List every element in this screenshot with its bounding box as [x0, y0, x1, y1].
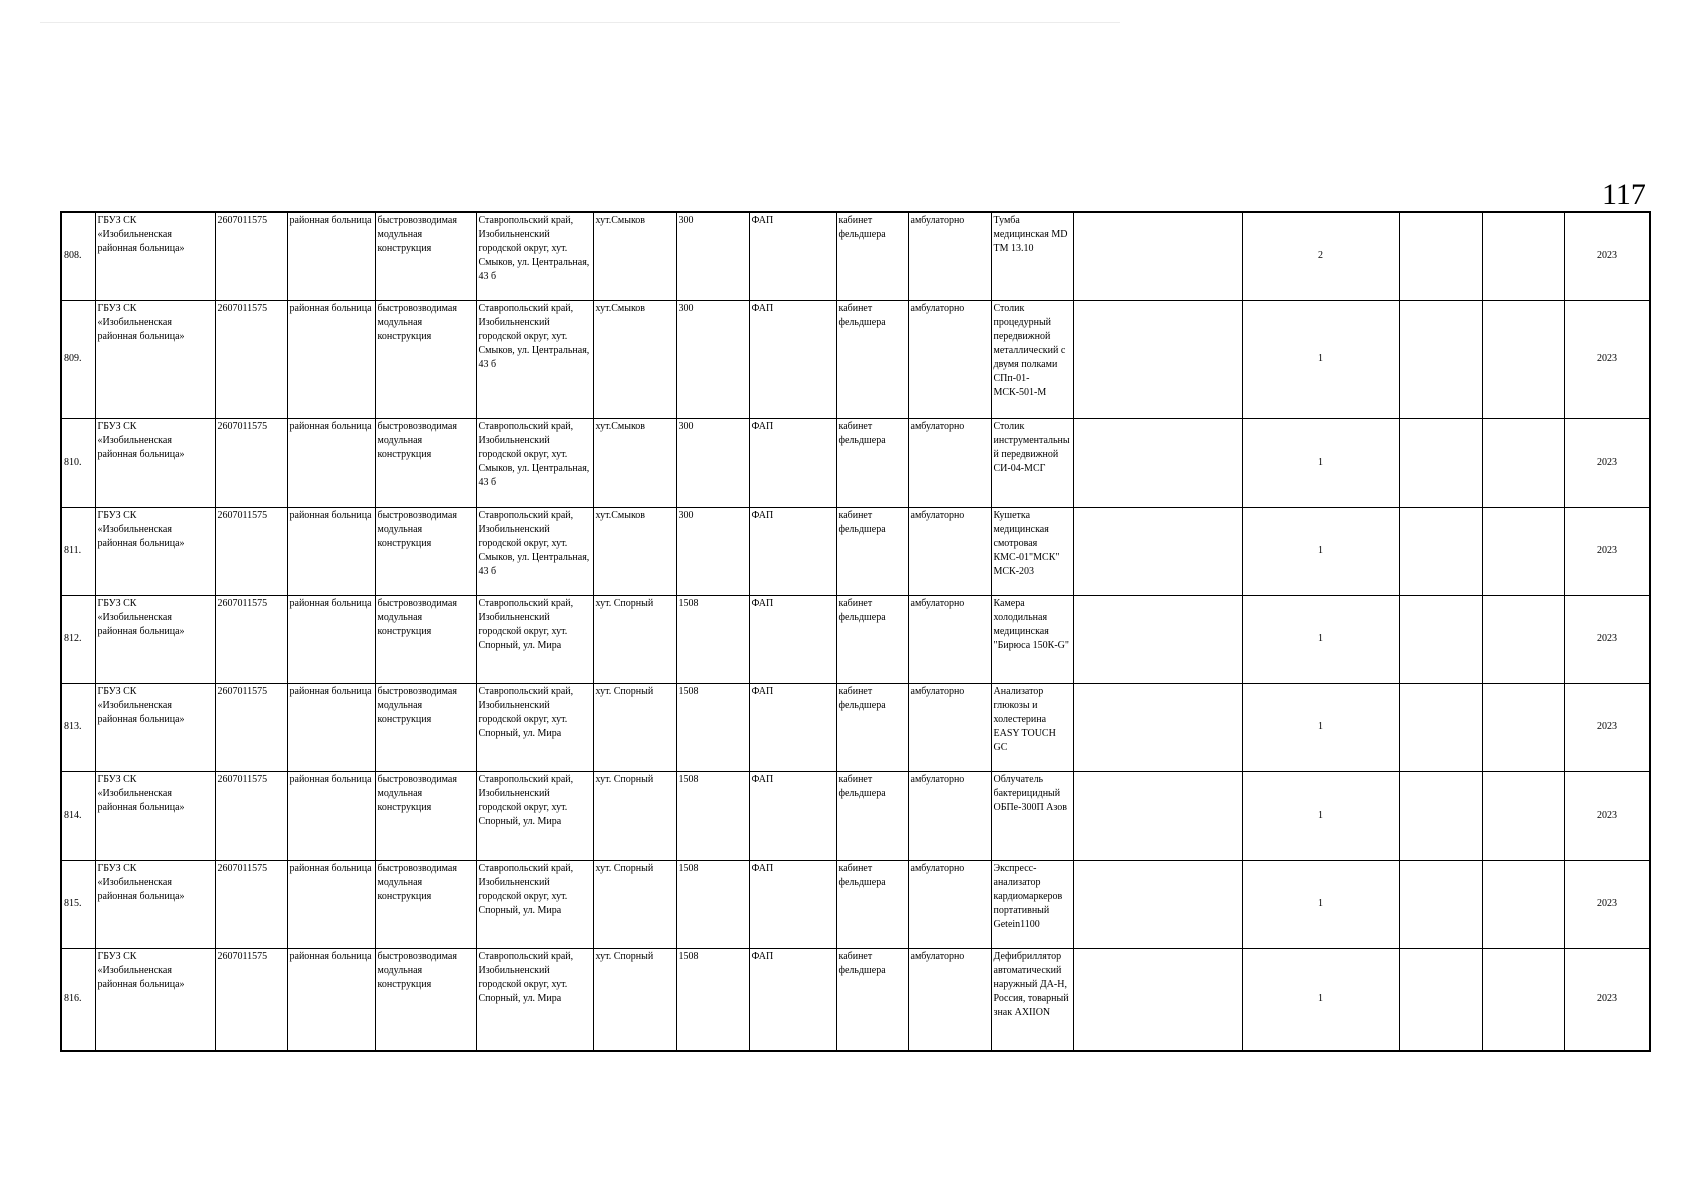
row-number: 815.: [61, 860, 95, 948]
facility-cell: ФАП: [749, 860, 836, 948]
quantity-cell: 1: [1242, 948, 1399, 1051]
empty-cell: [1073, 771, 1242, 860]
empty-cell: [1482, 595, 1564, 683]
equipment-cell: Камера холодильная медицинская "Бирюса 150К-G": [991, 595, 1073, 683]
inn-cell: 2607011575: [215, 507, 287, 595]
construction-cell: быстровозводимая модульная конструкция: [375, 300, 476, 418]
equipment-cell: Дефибриллятор автоматический наружный ДА-Н, Россия, товарный знак AXIION: [991, 948, 1073, 1051]
facility-type-cell: районная больница: [287, 771, 375, 860]
construction-cell: быстровозводимая модульная конструкция: [375, 212, 476, 300]
empty-cell: [1399, 300, 1482, 418]
facility-cell: ФАП: [749, 300, 836, 418]
population-cell: 1508: [676, 683, 749, 771]
room-cell: кабинет фельдшера: [836, 860, 908, 948]
care-type-cell: амбулаторно: [908, 683, 991, 771]
room-cell: кабинет фельдшера: [836, 595, 908, 683]
empty-cell: [1073, 595, 1242, 683]
settlement-cell: хут. Спорный: [593, 595, 676, 683]
facility-cell: ФАП: [749, 683, 836, 771]
settlement-cell: хут.Смыков: [593, 507, 676, 595]
equipment-cell: Кушетка медицинская смотровая КМС-01"МСК" МСК-203: [991, 507, 1073, 595]
table-row: [61, 595, 1650, 683]
address-cell: Ставропольский край, Изобильненский городской округ, хут. Спорный, ул. Мира: [476, 595, 593, 683]
room-cell: кабинет фельдшера: [836, 683, 908, 771]
address-cell: Ставропольский край, Изобильненский городской округ, хут. Смыков, ул. Центральная, 43 б: [476, 507, 593, 595]
facility-type-cell: районная больница: [287, 860, 375, 948]
room-cell: кабинет фельдшера: [836, 300, 908, 418]
table-row: [61, 418, 1650, 507]
care-type-cell: амбулаторно: [908, 212, 991, 300]
row-number: 813.: [61, 683, 95, 771]
care-type-cell: амбулаторно: [908, 771, 991, 860]
quantity-cell: 1: [1242, 595, 1399, 683]
inn-cell: 2607011575: [215, 595, 287, 683]
facility-type-cell: районная больница: [287, 212, 375, 300]
organization-cell: ГБУЗ СК «Изобильненская районная больница»: [95, 948, 215, 1051]
room-cell: кабинет фельдшера: [836, 212, 908, 300]
year-cell: 2023: [1564, 300, 1650, 418]
empty-cell: [1482, 300, 1564, 418]
organization-cell: ГБУЗ СК «Изобильненская районная больница»: [95, 771, 215, 860]
construction-cell: быстровозводимая модульная конструкция: [375, 771, 476, 860]
scan-noise-top: [40, 22, 1120, 23]
empty-cell: [1482, 418, 1564, 507]
equipment-cell: Облучатель бактерицидный ОБПе-300П Азов: [991, 771, 1073, 860]
facility-type-cell: районная больница: [287, 683, 375, 771]
facility-cell: ФАП: [749, 595, 836, 683]
organization-cell: ГБУЗ СК «Изобильненская районная больница»: [95, 418, 215, 507]
empty-cell: [1073, 300, 1242, 418]
care-type-cell: амбулаторно: [908, 418, 991, 507]
construction-cell: быстровозводимая модульная конструкция: [375, 507, 476, 595]
quantity-cell: 1: [1242, 507, 1399, 595]
settlement-cell: хут.Смыков: [593, 212, 676, 300]
population-cell: 300: [676, 418, 749, 507]
row-number: 811.: [61, 507, 95, 595]
registry-rows: [61, 212, 1650, 1051]
equipment-cell: Столик процедурный передвижной металлический с двумя полками СПп-01-МСК-501-М: [991, 300, 1073, 418]
year-cell: 2023: [1564, 860, 1650, 948]
empty-cell: [1073, 683, 1242, 771]
table-row: [61, 860, 1650, 948]
address-cell: Ставропольский край, Изобильненский городской округ, хут. Спорный, ул. Мира: [476, 948, 593, 1051]
room-cell: кабинет фельдшера: [836, 507, 908, 595]
inn-cell: 2607011575: [215, 300, 287, 418]
equipment-cell: Экспресс-анализатор кардиомаркеров портативный Getein1100: [991, 860, 1073, 948]
table-row: [61, 300, 1650, 418]
facility-type-cell: районная больница: [287, 948, 375, 1051]
room-cell: кабинет фельдшера: [836, 948, 908, 1051]
care-type-cell: амбулаторно: [908, 507, 991, 595]
empty-cell: [1073, 948, 1242, 1051]
empty-cell: [1482, 507, 1564, 595]
care-type-cell: амбулаторно: [908, 948, 991, 1051]
empty-cell: [1482, 860, 1564, 948]
row-number: 810.: [61, 418, 95, 507]
empty-cell: [1482, 948, 1564, 1051]
facility-type-cell: районная больница: [287, 300, 375, 418]
construction-cell: быстровозводимая модульная конструкция: [375, 860, 476, 948]
facility-cell: ФАП: [749, 948, 836, 1051]
settlement-cell: хут. Спорный: [593, 948, 676, 1051]
table-row: [61, 948, 1650, 1051]
quantity-cell: 1: [1242, 300, 1399, 418]
inn-cell: 2607011575: [215, 683, 287, 771]
facility-type-cell: районная больница: [287, 418, 375, 507]
empty-cell: [1399, 212, 1482, 300]
empty-cell: [1399, 948, 1482, 1051]
year-cell: 2023: [1564, 771, 1650, 860]
equipment-cell: Анализатор глюкозы и холестерина EASY TOUCH GC: [991, 683, 1073, 771]
equipment-registry-table: [60, 211, 1651, 1052]
address-cell: Ставропольский край, Изобильненский городской округ, хут. Смыков, ул. Центральная, 43 б: [476, 418, 593, 507]
address-cell: Ставропольский край, Изобильненский городской округ, хут. Смыков, ул. Центральная, 43 б: [476, 300, 593, 418]
construction-cell: быстровозводимая модульная конструкция: [375, 683, 476, 771]
empty-cell: [1399, 860, 1482, 948]
population-cell: 300: [676, 300, 749, 418]
year-cell: 2023: [1564, 507, 1650, 595]
table-row: [61, 212, 1650, 300]
quantity-cell: 2: [1242, 212, 1399, 300]
empty-cell: [1073, 418, 1242, 507]
settlement-cell: хут. Спорный: [593, 771, 676, 860]
settlement-cell: хут. Спорный: [593, 860, 676, 948]
room-cell: кабинет фельдшера: [836, 771, 908, 860]
address-cell: Ставропольский край, Изобильненский городской округ, хут. Спорный, ул. Мира: [476, 683, 593, 771]
facility-type-cell: районная больница: [287, 507, 375, 595]
care-type-cell: амбулаторно: [908, 860, 991, 948]
empty-cell: [1399, 683, 1482, 771]
organization-cell: ГБУЗ СК «Изобильненская районная больница»: [95, 212, 215, 300]
quantity-cell: 1: [1242, 683, 1399, 771]
population-cell: 300: [676, 212, 749, 300]
equipment-cell: Столик инструментальный передвижной СИ-04-МСГ: [991, 418, 1073, 507]
year-cell: 2023: [1564, 948, 1650, 1051]
organization-cell: ГБУЗ СК «Изобильненская районная больница»: [95, 507, 215, 595]
facility-cell: ФАП: [749, 771, 836, 860]
population-cell: 1508: [676, 860, 749, 948]
settlement-cell: хут.Смыков: [593, 418, 676, 507]
population-cell: 1508: [676, 595, 749, 683]
equipment-cell: Тумба медицинская MD TM 13.10: [991, 212, 1073, 300]
address-cell: Ставропольский край, Изобильненский городской округ, хут. Смыков, ул. Центральная, 43 б: [476, 212, 593, 300]
year-cell: 2023: [1564, 683, 1650, 771]
settlement-cell: хут.Смыков: [593, 300, 676, 418]
empty-cell: [1073, 860, 1242, 948]
address-cell: Ставропольский край, Изобильненский городской округ, хут. Спорный, ул. Мира: [476, 860, 593, 948]
year-cell: 2023: [1564, 595, 1650, 683]
quantity-cell: 1: [1242, 418, 1399, 507]
facility-type-cell: районная больница: [287, 595, 375, 683]
year-cell: 2023: [1564, 212, 1650, 300]
empty-cell: [1482, 212, 1564, 300]
row-number: 812.: [61, 595, 95, 683]
empty-cell: [1073, 507, 1242, 595]
facility-cell: ФАП: [749, 212, 836, 300]
page-number: 117: [1602, 178, 1646, 211]
settlement-cell: хут. Спорный: [593, 683, 676, 771]
room-cell: кабинет фельдшера: [836, 418, 908, 507]
organization-cell: ГБУЗ СК «Изобильненская районная больница»: [95, 595, 215, 683]
empty-cell: [1482, 771, 1564, 860]
population-cell: 1508: [676, 771, 749, 860]
construction-cell: быстровозводимая модульная конструкция: [375, 948, 476, 1051]
population-cell: 300: [676, 507, 749, 595]
inn-cell: 2607011575: [215, 418, 287, 507]
facility-cell: ФАП: [749, 507, 836, 595]
construction-cell: быстровозводимая модульная конструкция: [375, 418, 476, 507]
inn-cell: 2607011575: [215, 212, 287, 300]
organization-cell: ГБУЗ СК «Изобильненская районная больница»: [95, 300, 215, 418]
empty-cell: [1482, 683, 1564, 771]
row-number: 808.: [61, 212, 95, 300]
population-cell: 1508: [676, 948, 749, 1051]
empty-cell: [1073, 212, 1242, 300]
empty-cell: [1399, 771, 1482, 860]
quantity-cell: 1: [1242, 771, 1399, 860]
care-type-cell: амбулаторно: [908, 595, 991, 683]
empty-cell: [1399, 595, 1482, 683]
inn-cell: 2607011575: [215, 860, 287, 948]
inn-cell: 2607011575: [215, 771, 287, 860]
row-number: 809.: [61, 300, 95, 418]
table-row: [61, 507, 1650, 595]
row-number: 816.: [61, 948, 95, 1051]
address-cell: Ставропольский край, Изобильненский городской округ, хут. Спорный, ул. Мира: [476, 771, 593, 860]
table-row: [61, 771, 1650, 860]
facility-cell: ФАП: [749, 418, 836, 507]
row-number: 814.: [61, 771, 95, 860]
empty-cell: [1399, 418, 1482, 507]
quantity-cell: 1: [1242, 860, 1399, 948]
care-type-cell: амбулаторно: [908, 300, 991, 418]
organization-cell: ГБУЗ СК «Изобильненская районная больница»: [95, 860, 215, 948]
construction-cell: быстровозводимая модульная конструкция: [375, 595, 476, 683]
table-row: [61, 683, 1650, 771]
empty-cell: [1399, 507, 1482, 595]
inn-cell: 2607011575: [215, 948, 287, 1051]
organization-cell: ГБУЗ СК «Изобильненская районная больница»: [95, 683, 215, 771]
year-cell: 2023: [1564, 418, 1650, 507]
